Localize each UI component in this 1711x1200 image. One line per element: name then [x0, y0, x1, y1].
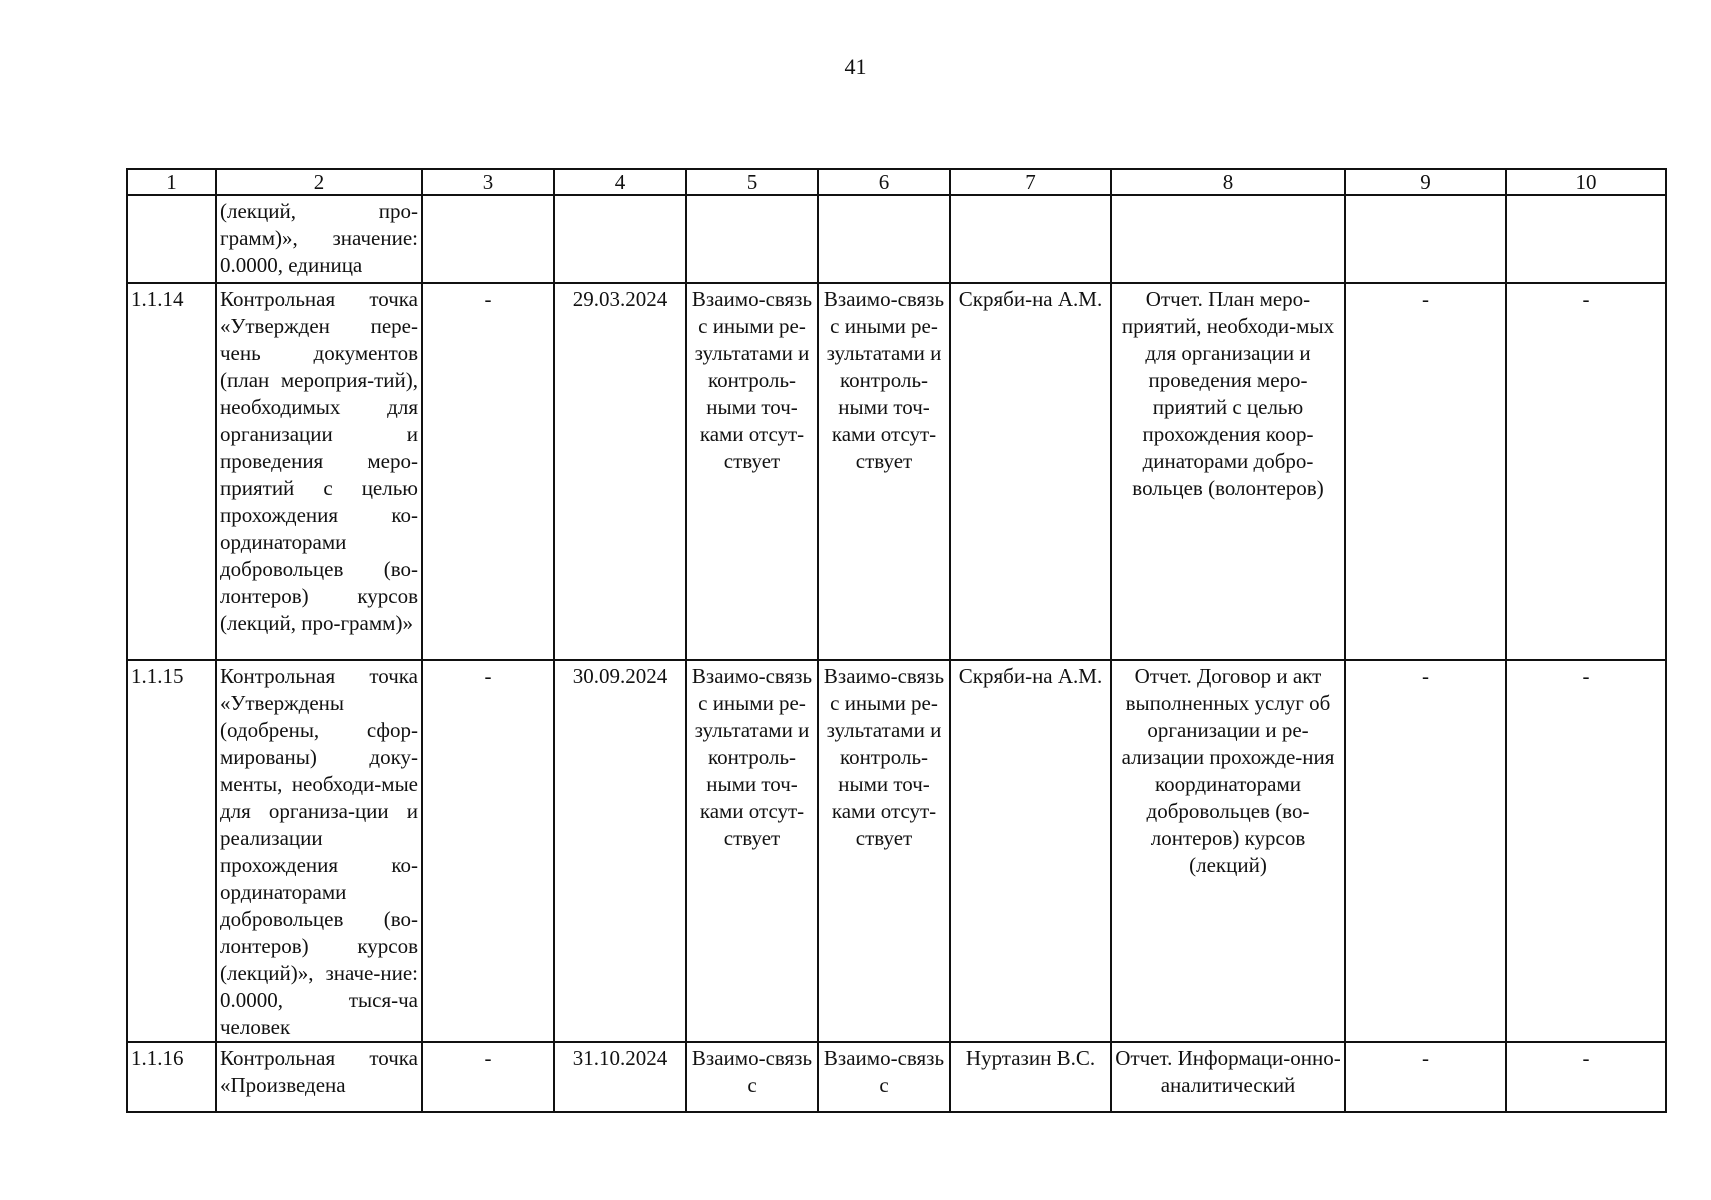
- header-cell: 5: [686, 169, 818, 195]
- col9-cell: -: [1345, 660, 1506, 1042]
- empty-cell: [1111, 195, 1345, 283]
- column-number-header: [127, 169, 1666, 195]
- control-points-table: [126, 168, 1667, 1113]
- col3-cell: -: [422, 1042, 554, 1112]
- col9-cell: -: [1345, 1042, 1506, 1112]
- header-cell: 9: [1345, 169, 1506, 195]
- empty-cell: [818, 195, 950, 283]
- empty-cell: [686, 195, 818, 283]
- header-cell: 2: [216, 169, 422, 195]
- date-cell: 29.03.2024: [554, 283, 686, 660]
- col6-cell: Взаимо-связь с иными ре-зультатами и контроль-ными точ-ками отсут-ствует: [818, 660, 950, 1042]
- description-cell: Контрольная точка «Утвержден пере-чень документов (план мероприя-тий), необходимых для организации и проведения меро-приятий с целью прохождения ко-ординаторами добровольцев (во-лонтеров) курсов (лекций, про-грамм)»: [216, 283, 422, 660]
- date-cell: 30.09.2024: [554, 660, 686, 1042]
- col10-cell: -: [1506, 1042, 1666, 1112]
- header-cell: 8: [1111, 169, 1345, 195]
- date-cell: 31.10.2024: [554, 1042, 686, 1112]
- description-cell: Контрольная точка «Произведена: [216, 1042, 422, 1112]
- header-cell: 10: [1506, 169, 1666, 195]
- empty-cell: [422, 195, 554, 283]
- table-row: [127, 283, 1666, 660]
- header-cell: 3: [422, 169, 554, 195]
- col6-cell: Взаимо-связь с: [818, 1042, 950, 1112]
- header-cell: 6: [818, 169, 950, 195]
- empty-cell: [950, 195, 1111, 283]
- empty-cell: [554, 195, 686, 283]
- col9-cell: -: [1345, 283, 1506, 660]
- row-number-cell: 1.1.15: [127, 660, 216, 1042]
- row-number-cell: 1.1.16: [127, 1042, 216, 1112]
- header-cell: 1: [127, 169, 216, 195]
- document-cell: Отчет. Информаци-онно-аналитический: [1111, 1042, 1345, 1112]
- col6-cell: Взаимо-связь с иными ре-зультатами и контроль-ными точ-ками отсут-ствует: [818, 283, 950, 660]
- empty-cell: [1506, 195, 1666, 283]
- header-cell: 4: [554, 169, 686, 195]
- header-cell: 7: [950, 169, 1111, 195]
- description-cell: (лекций, про-грамм)», значение: 0.0000, единица: [216, 195, 422, 283]
- empty-cell: [127, 195, 216, 283]
- description-cell: Контрольная точка «Утверждены (одобрены, сфор-мированы) доку-менты, необходи-мые для организа-ции и реализации прохождения ко-ординаторами добровольцев (во-лонтеров) курсов (лекций)», значе-ние: 0.0000, тыся-ча человек: [216, 660, 422, 1042]
- responsible-cell: Скряби-на А.М.: [950, 660, 1111, 1042]
- table-row: [127, 1042, 1666, 1112]
- empty-cell: [1345, 195, 1506, 283]
- col3-cell: -: [422, 283, 554, 660]
- col5-cell: Взаимо-связь с иными ре-зультатами и контроль-ными точ-ками отсут-ствует: [686, 660, 818, 1042]
- row-number-cell: 1.1.14: [127, 283, 216, 660]
- col5-cell: Взаимо-связь с иными ре-зультатами и контроль-ными точ-ками отсут-ствует: [686, 283, 818, 660]
- continuation-row: [127, 195, 1666, 283]
- col3-cell: -: [422, 660, 554, 1042]
- table-row: [127, 660, 1666, 1042]
- col10-cell: -: [1506, 283, 1666, 660]
- document-cell: Отчет. Договор и акт выполненных услуг об организации и ре-ализации прохожде-ния координаторами добровольцев (во-лонтеров) курсов (лекций): [1111, 660, 1345, 1042]
- col5-cell: Взаимо-связь с: [686, 1042, 818, 1112]
- responsible-cell: Скряби-на А.М.: [950, 283, 1111, 660]
- page-number: 41: [844, 54, 867, 79]
- col10-cell: -: [1506, 660, 1666, 1042]
- responsible-cell: Нуртазин В.С.: [950, 1042, 1111, 1112]
- document-cell: Отчет. План меро-приятий, необходи-мых для организации и проведения меро-приятий с целью прохождения коор-динаторами добро-вольцев (волонтеров): [1111, 283, 1345, 660]
